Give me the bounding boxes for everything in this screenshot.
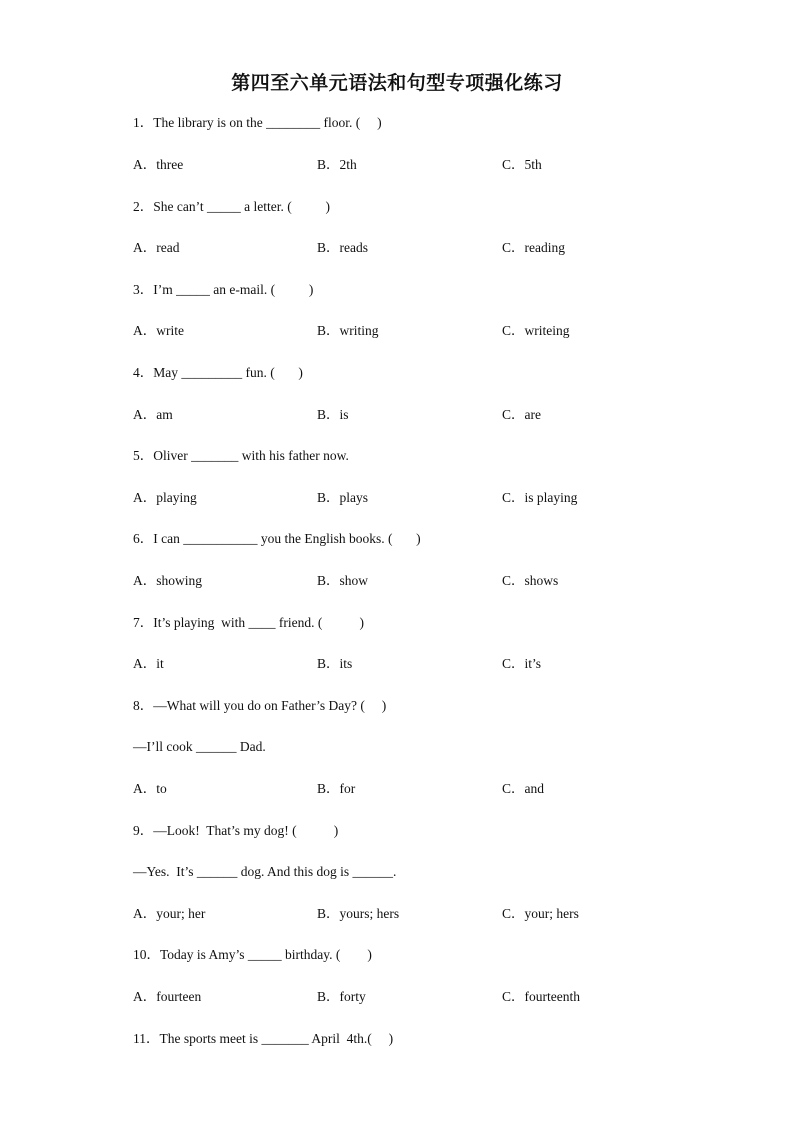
- question-4-option-c: C．are: [502, 407, 541, 422]
- question-7-stem: 7．It’s playing with ____ friend. ( ): [133, 615, 364, 630]
- question-10-option-a: A．fourteen: [133, 989, 202, 1004]
- question-5-stem: 5．Oliver _______ with his father now.: [133, 448, 349, 463]
- question-9-option-b: B．yours; hers: [317, 906, 400, 921]
- question-1-option-a: A．three: [133, 157, 184, 172]
- question-7-option-c: C．it’s: [502, 656, 542, 671]
- question-5-option-a: A．playing: [133, 490, 197, 505]
- question-7-option-a: A．it: [133, 656, 164, 671]
- question-3-stem: 3．I’m _____ an e-mail. ( ): [133, 282, 314, 297]
- question-10-stem: 10．Today is Amy’s _____ birthday. ( ): [133, 947, 372, 962]
- question-4-stem: 4．May _________ fun. ( ): [133, 365, 303, 380]
- question-2-stem: 2．She can’t _____ a letter. ( ): [133, 199, 330, 214]
- question-2-option-b: B．reads: [317, 240, 368, 255]
- question-4-option-b: B．is: [317, 407, 349, 422]
- question-3-option-a: A．write: [133, 323, 184, 338]
- question-9-stem: 9．—Look! That’s my dog! ( ): [133, 823, 339, 838]
- question-4-option-a: A．am: [133, 407, 173, 422]
- question-8-option-c: C．and: [502, 781, 544, 796]
- question-1-stem: 1．The library is on the ________ floor. ( ): [133, 115, 382, 130]
- question-3-option-b: B．writing: [317, 323, 379, 338]
- question-2-option-a: A．read: [133, 240, 180, 255]
- page-title: 第四至六单元语法和句型专项强化练习: [231, 72, 563, 94]
- question-1-option-b: B．2th: [317, 157, 357, 172]
- question-6-option-b: B．show: [317, 573, 369, 588]
- question-10-option-b: B．forty: [317, 989, 366, 1004]
- question-1-option-c: C．5th: [502, 157, 542, 172]
- question-11-stem: 11．The sports meet is _______ April 4th.( ): [133, 1031, 394, 1046]
- question-3-option-c: C．writeing: [502, 323, 570, 338]
- question-9-option-c: C．your; hers: [502, 906, 579, 921]
- question-10-option-c: C．fourteenth: [502, 989, 580, 1004]
- question-8-option-a: A．to: [133, 781, 167, 796]
- question-2-option-c: C．reading: [502, 240, 565, 255]
- question-6-option-a: A．showing: [133, 573, 203, 588]
- question-8-stem-line-2: —I’ll cook ______ Dad.: [133, 739, 266, 754]
- question-9-option-a: A．your; her: [133, 906, 206, 921]
- question-7-option-b: B．its: [317, 656, 353, 671]
- question-8-stem: 8．—What will you do on Father’s Day? ( ): [133, 698, 387, 713]
- question-5-option-c: C．is playing: [502, 490, 578, 505]
- question-9-stem-line-2: —Yes. It’s ______ dog. And this dog is ______.: [133, 864, 397, 879]
- question-6-option-c: C．shows: [502, 573, 559, 588]
- question-6-stem: 6．I can ___________ you the English books. ( ): [133, 531, 421, 546]
- question-8-option-b: B．for: [317, 781, 356, 796]
- question-5-option-b: B．plays: [317, 490, 369, 505]
